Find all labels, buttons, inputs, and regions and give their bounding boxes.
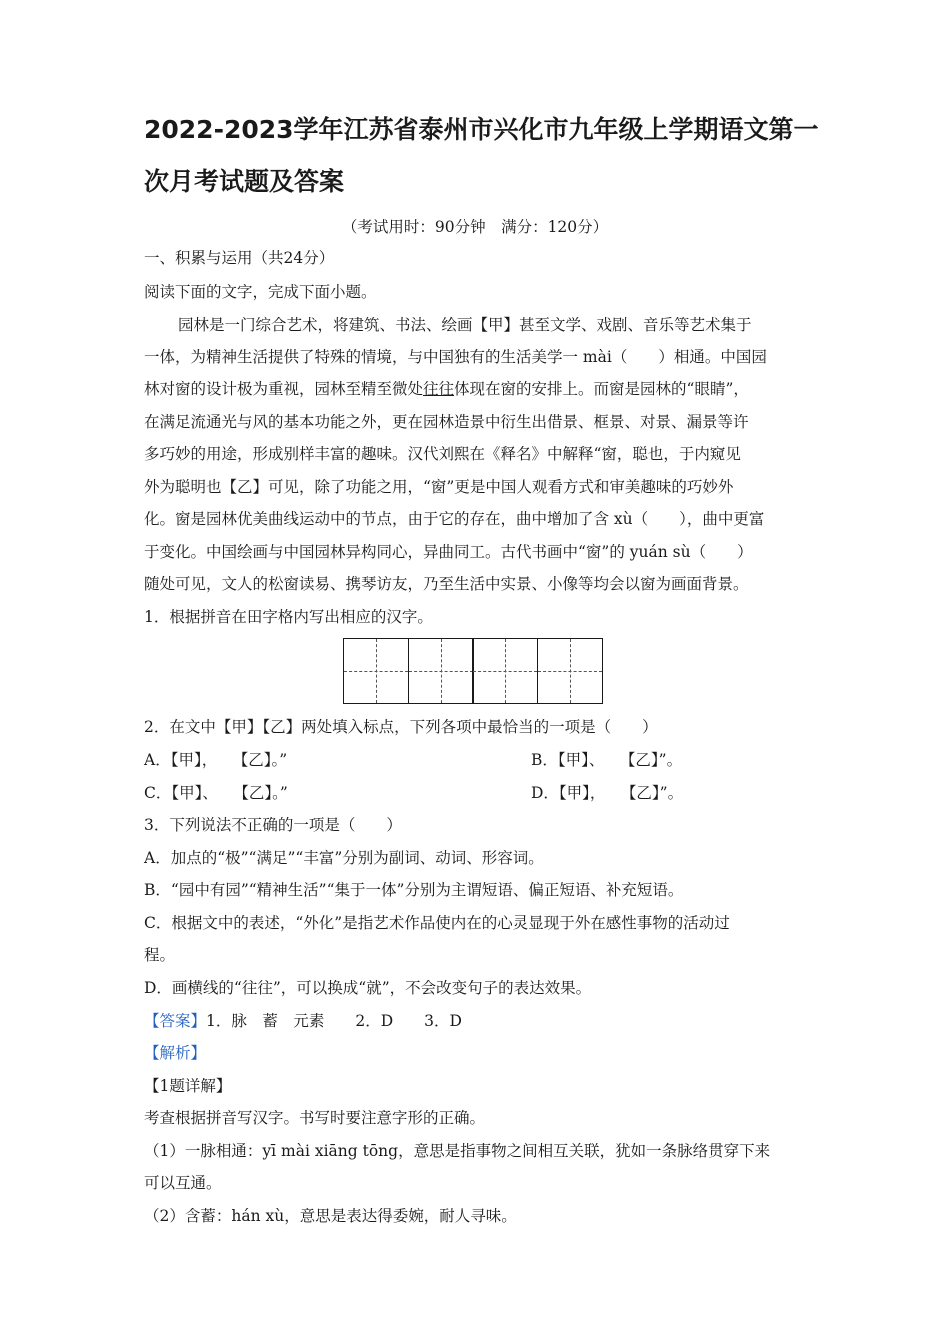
passage-line-5: 多巧妙的用途，形成别样丰富的趣味。汉代刘熙在《释名》中解释“窗，聪也，于内窥见 [144,445,741,463]
tianzige-cell[interactable] [343,638,409,704]
question-1: 1．根据拼音在田字格内写出相应的汉字。 [144,608,433,626]
passage-line-4: 在满足流通光与风的基本功能之外，更在园林造景中衍生出借景、框景、对景、漏景等许 [144,413,749,431]
answer-text: 1．脉 蓄 元素 2．D 3．D [206,1012,462,1030]
q3-option-d[interactable]: D．画横线的“往往”，可以换成“就”，不会改变句子的表达效果。 [144,979,592,997]
q2-option-a[interactable]: A．【甲】， 【乙】。” [144,751,288,769]
tianzige-cell[interactable] [408,638,474,704]
analysis-label: 【解析】 [144,1044,207,1062]
passage-line-3: 林对窗的设计极为重视，园林至精至微处往往体现在窗的安排上。而窗是园林的“眼睛”， [144,380,749,398]
tianzige-cell[interactable] [472,638,538,704]
q3-option-b[interactable]: B．“园中有园”“精神生活”“集于一体”分别为主谓短语、偏正短语、补充短语。 [144,881,684,899]
q3-option-c-line1[interactable]: C．根据文中的表述，“外化”是指艺术作品使内在的心灵显现于外在感性事物的活动过 [144,914,730,932]
passage-line-9: 随处可见，文人的松窗读易、携琴访友，乃至生活中实景、小像等均会以窗为画面背景。 [144,575,749,593]
instruction: 阅读下面的文字，完成下面小题。 [144,283,377,301]
passage-line-2: 一体，为精神生活提供了特殊的情境，与中国独有的生活美学一 mài（ ）相通。中国园 [144,348,767,366]
passage-line-7: 化。窗是园林优美曲线运动中的节点，由于它的存在，曲中增加了含 xù（ ），曲中更富 [144,510,765,528]
answer-line [144,1010,462,1032]
tianzige-grid [343,638,607,704]
underlined-wangwang: 往往 [423,380,455,398]
question-2-stem: 2．在文中【甲】【乙】两处填入标点，下列各项中最恰当的一项是（ ） [144,718,658,736]
q3-option-a[interactable]: A．加点的“极”“满足”“丰富”分别为副词、动词、形容词。 [144,849,544,867]
q2-option-d[interactable]: D．【甲】， 【乙】”。 [531,784,684,802]
item-1-line2: 可以互通。 [144,1174,222,1192]
detail-text: 考查根据拼音写汉字。书写时要注意字形的正确。 [144,1109,486,1127]
q2-option-c[interactable]: C．【甲】、 【乙】。” [144,784,288,802]
q2-option-b[interactable]: B．【甲】、 【乙】”。 [531,751,683,769]
passage-line-8: 于变化。中国绘画与中国园林异构同心，异曲同工。古代书画中“窗”的 yuán sù（ ） [144,543,753,561]
answer-label: 【答案】 [144,1012,207,1030]
section-heading: 一、积累与运用（共24分） [144,249,335,267]
q3-option-c-line2: 程。 [144,946,176,964]
detail-heading: 【1题详解】 [144,1077,232,1095]
doc-title-line2: 次月考试题及答案 [144,167,345,196]
tianzige-cell[interactable] [537,638,603,704]
question-3-stem: 3．下列说法不正确的一项是（ ） [144,816,402,834]
doc-title-line1: 2022-2023学年江苏省泰州市兴化市九年级上学期语文第一 [144,115,819,144]
exam-info: （考试用时：90分钟 满分：120分） [341,218,609,236]
passage-line-6: 外为聪明也【乙】可见，除了功能之用，“窗”更是中国人观看方式和审美趣味的巧妙外 [144,478,734,496]
item-1-line1: （1）一脉相通：yī mài xiāng tōng，意思是指事物之间相互关联，犹如一条脉络贯穿下来 [144,1142,771,1160]
item-2: （2）含蓄：hán xù，意思是表达得委婉，耐人寻味。 [144,1207,517,1225]
passage-line-1: 园林是一门综合艺术，将建筑、书法、绘画【甲】甚至文学、戏剧、音乐等艺术集于 [178,316,752,334]
